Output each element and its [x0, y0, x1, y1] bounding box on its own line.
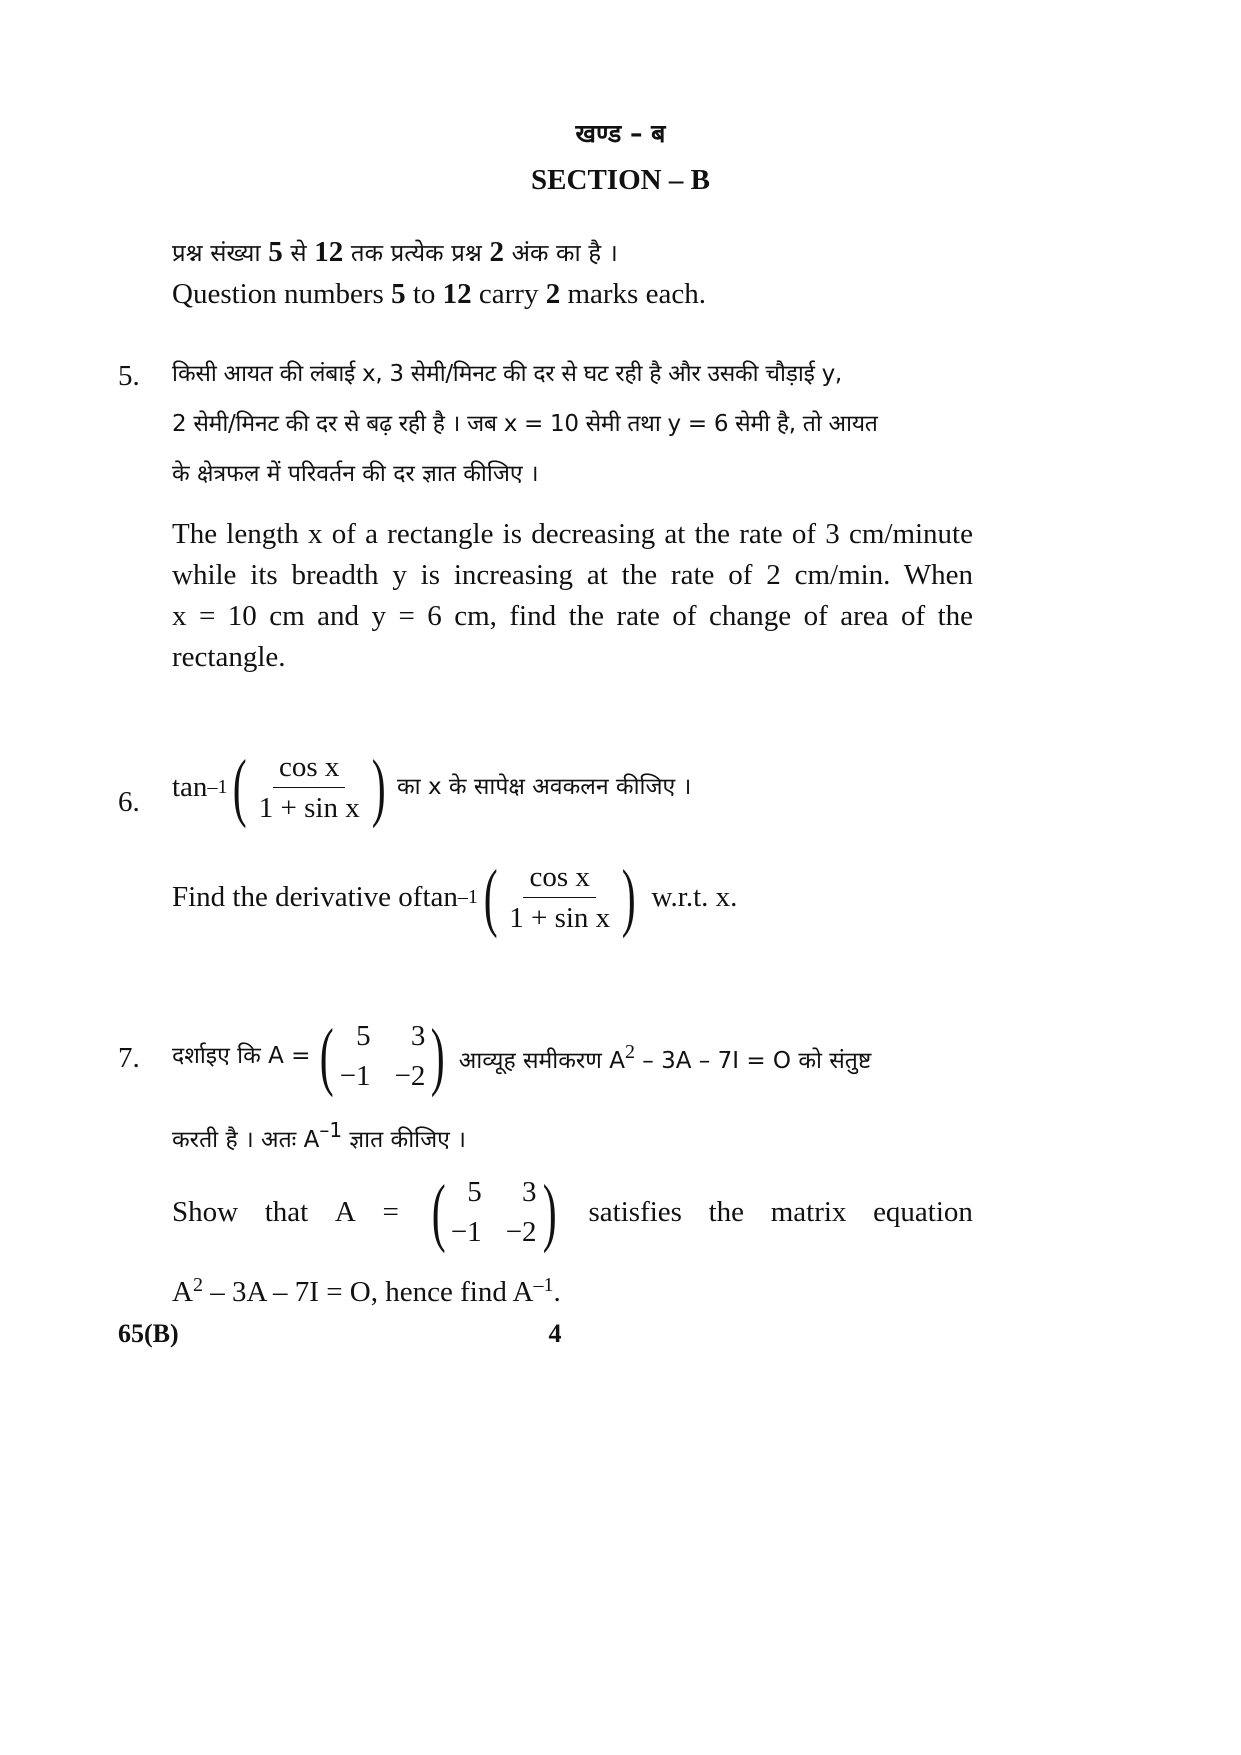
- eq-a: A: [172, 1276, 193, 1308]
- tan-function: tan: [172, 771, 208, 803]
- instruction-hindi-n1: 5: [268, 236, 283, 268]
- word-a: A: [334, 1196, 356, 1228]
- question-5-number: 5.: [118, 360, 140, 392]
- inverse-superscript: –1: [533, 1274, 554, 1296]
- question-6-english-expression: [172, 857, 737, 937]
- question-5-hindi-line-2: 2 सेमी/मिनट की दर से बढ़ रही है । जब x = 10 सेमी तथा y = 6 सेमी है, तो आयत: [172, 411, 878, 437]
- instruction-en-n1: 5: [391, 278, 406, 310]
- question-5-english-line-4: rectangle.: [172, 641, 286, 673]
- word-that: that: [264, 1196, 309, 1228]
- square-superscript: 2: [192, 1274, 203, 1296]
- question-5-english-line-1: The length x of a rectangle is decreasing at the rate of 3 cm/minute: [172, 518, 973, 550]
- right-paren-icon: ): [621, 855, 636, 939]
- right-paren-icon: ): [371, 745, 386, 829]
- word-satisfies: satisfies: [588, 1196, 682, 1228]
- question-7-hindi-line-1: [172, 1014, 871, 1098]
- section-title-hindi: खण्ड – ब: [575, 119, 666, 148]
- matrix-cell: 3: [410, 1020, 426, 1052]
- fraction-numerator-en: cos x: [523, 859, 595, 898]
- matrix-cell: −1: [450, 1216, 482, 1248]
- word-the: the: [708, 1196, 745, 1228]
- instruction-hindi: [172, 234, 618, 271]
- tan-function-en: tan: [422, 881, 458, 913]
- inverse-superscript: –1: [319, 1118, 343, 1142]
- fraction-numerator: cos x: [273, 749, 345, 788]
- inverse-superscript: –1: [207, 776, 228, 798]
- question-7-english-line-2: [172, 1267, 561, 1310]
- matrix-cell: 5: [467, 1176, 482, 1208]
- fraction-denominator: 1 + sin x: [258, 791, 360, 824]
- matrix-a-en: [426, 1170, 562, 1254]
- question-7-hindi-equation: [459, 1034, 872, 1079]
- instruction-hindi-post: अंक का है ।: [504, 239, 618, 267]
- instruction-hindi-pre: प्रश्न संख्या: [172, 239, 269, 267]
- fraction: [253, 749, 366, 826]
- matrix-a: [314, 1014, 450, 1098]
- question-7-english-line-1: [172, 1170, 973, 1254]
- instruction-en-mid2: carry: [471, 278, 546, 310]
- word-show: Show: [172, 1196, 239, 1228]
- question-6-number: 6.: [118, 786, 140, 818]
- word-equation: equation: [873, 1196, 973, 1228]
- question-7-hindi-pre: दर्शाइए कि A =: [172, 1043, 311, 1069]
- question-7-hindi-line2-post: ज्ञात कीजिए ।: [342, 1127, 466, 1153]
- inverse-superscript-en: –1: [457, 886, 478, 908]
- left-paren-icon: (: [320, 1014, 335, 1098]
- eq-rest: – 3A – 7I = O, hence find A: [202, 1276, 534, 1308]
- right-paren-icon: ): [542, 1170, 557, 1254]
- instruction-hindi-mid2: तक प्रत्येक प्रश्न: [343, 239, 490, 267]
- question-5-english-line-2: while its breadth y is increasing at the rate of 2 cm/min. When: [172, 559, 973, 591]
- fraction-denominator-en: 1 + sin x: [509, 901, 611, 934]
- question-7-hindi-post: आव्यूह समीकरण A: [458, 1047, 625, 1074]
- question-7-hindi-line2-pre: करती है । अतः A: [172, 1127, 320, 1153]
- instruction-en-n3: 2: [545, 278, 561, 310]
- fraction-group: [227, 745, 391, 829]
- matrix-cell: 3: [522, 1176, 537, 1208]
- matrix-grid: [340, 1018, 426, 1094]
- instruction-hindi-mid: से: [282, 239, 315, 267]
- instruction-en-mid: to: [405, 278, 443, 310]
- question-5-hindi-line-3: के क्षेत्रफल में परिवर्तन की दर ज्ञात कीजिए ।: [172, 461, 539, 487]
- question-5-english-line-3: x = 10 cm and y = 6 cm, find the rate of change of area of the: [172, 600, 973, 632]
- question-7-hindi-eq: – 3A – 7I = O को संतुष्ट: [634, 1047, 872, 1074]
- left-paren-icon: (: [483, 855, 498, 939]
- page-number: 4: [548, 1319, 562, 1348]
- question-6-hindi-text: का x के सापेक्ष अवकलन कीजिए ।: [397, 774, 692, 800]
- question-5-hindi-line-1: किसी आयत की लंबाई x, 3 सेमी/मिनट की दर से घट रही है और उसकी चौड़ाई y,: [172, 361, 842, 387]
- matrix-cell: −2: [394, 1060, 426, 1092]
- instruction-en-post: marks each.: [560, 278, 706, 310]
- instruction-en-n2: 12: [442, 278, 472, 310]
- question-6-hindi-expression: [172, 747, 691, 827]
- word-matrix: matrix: [770, 1196, 847, 1228]
- question-6-english-post: w.r.t. x.: [651, 881, 738, 913]
- question-7-hindi-line-2: [172, 1112, 466, 1158]
- fraction-en: [503, 859, 616, 936]
- eq-period: .: [553, 1276, 561, 1308]
- square-superscript: 2: [624, 1040, 635, 1063]
- instruction-english: [172, 276, 706, 312]
- matrix-grid-en: [451, 1174, 537, 1250]
- instruction-en-pre: Question numbers: [172, 278, 392, 310]
- word-equals: =: [382, 1196, 399, 1228]
- question-6-english-pre: Find the derivative of: [172, 881, 423, 913]
- matrix-cell: −2: [505, 1216, 537, 1248]
- question-7-number: 7.: [118, 1042, 140, 1074]
- fraction-group-en: [478, 855, 642, 939]
- right-paren-icon: ): [431, 1014, 446, 1098]
- paper-code: 65(B): [118, 1319, 179, 1348]
- instruction-hindi-n2: 12: [314, 236, 344, 268]
- matrix-cell: 5: [356, 1020, 371, 1052]
- section-title: SECTION – B: [531, 164, 710, 196]
- left-paren-icon: (: [431, 1170, 446, 1254]
- matrix-cell: −1: [339, 1060, 371, 1092]
- left-paren-icon: (: [233, 745, 248, 829]
- instruction-hindi-n3: 2: [489, 236, 505, 268]
